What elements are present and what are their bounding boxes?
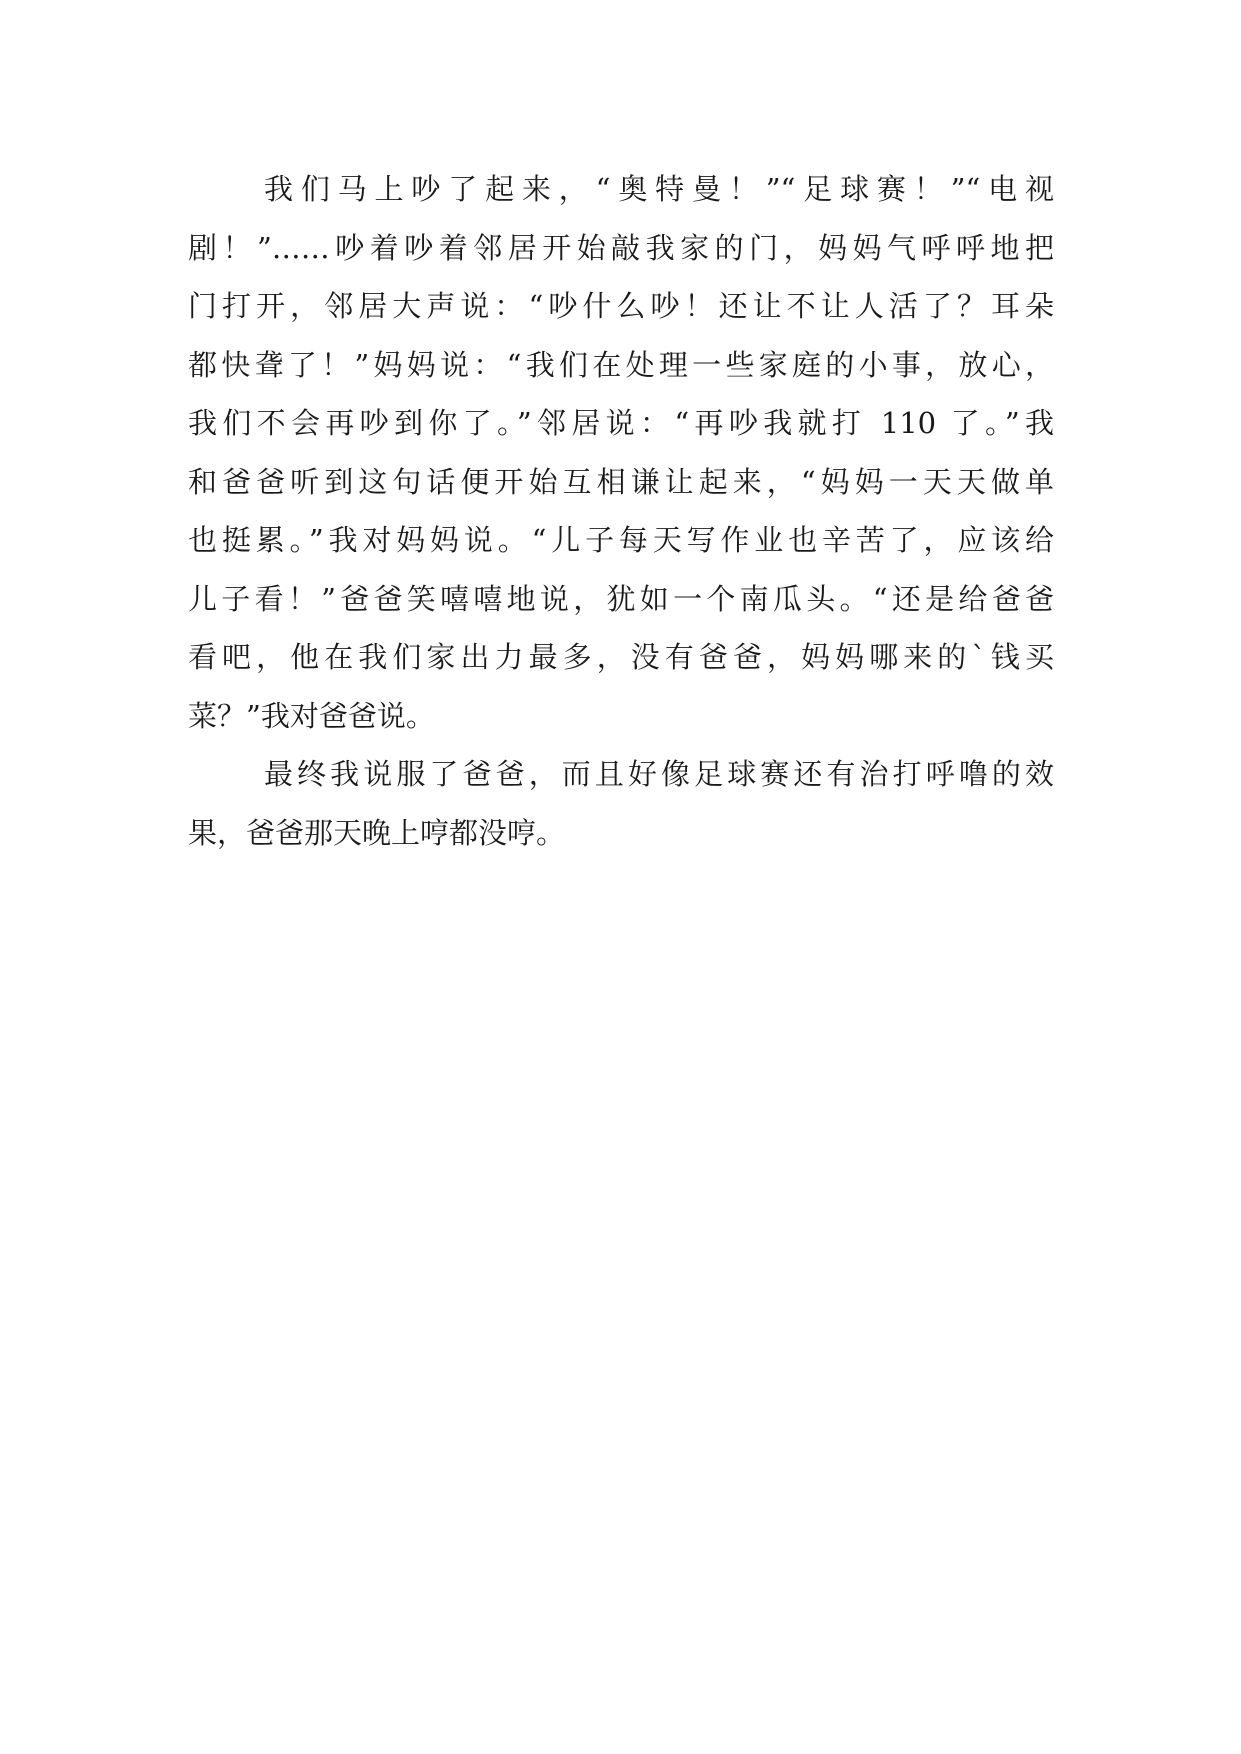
paragraph-line: 果，爸爸那天晚上哼都没哼。 — [188, 815, 566, 850]
document-body — [188, 160, 1054, 862]
paragraph-line: 和爸爸听到这句话便开始互相谦让起来，“妈妈一天天做单 — [188, 464, 1054, 499]
paragraph-line: 我们不会再吵到你了。”邻居说：“再吵我就打 110 了。”我 — [188, 406, 1054, 440]
paragraph-1 — [188, 160, 1054, 745]
paragraph-line: 儿子看！”爸爸笑嘻嘻地说，犹如一个南瓜头。“还是给爸爸 — [188, 581, 1054, 616]
paragraph-line: 门打开，邻居大声说：“吵什么吵！还让不让人活了？耳朵 — [188, 289, 1054, 323]
paragraph-line: 看吧，他在我们家出力最多，没有爸爸，妈妈哪来的`钱买 — [188, 640, 1054, 674]
paragraph-line: 剧！”……吵着吵着邻居开始敲我家的门，妈妈气呼呼地把 — [188, 230, 1054, 265]
paragraph-line: 也挺累。”我对妈妈说。“儿子每天写作业也辛苦了，应该给 — [188, 523, 1054, 557]
paragraph-2 — [188, 745, 1054, 862]
paragraph-line: 菜？”我对爸爸说。 — [188, 698, 435, 733]
paragraph-line: 我们马上吵了起来，“奥特曼！”“足球赛！”“电视 — [264, 172, 1054, 206]
paragraph-line: 都快聋了！”妈妈说：“我们在处理一些家庭的小事，放心， — [188, 347, 1054, 382]
paragraph-line: 最终我说服了爸爸，而且好像足球赛还有治打呼噜的效 — [264, 757, 1054, 791]
